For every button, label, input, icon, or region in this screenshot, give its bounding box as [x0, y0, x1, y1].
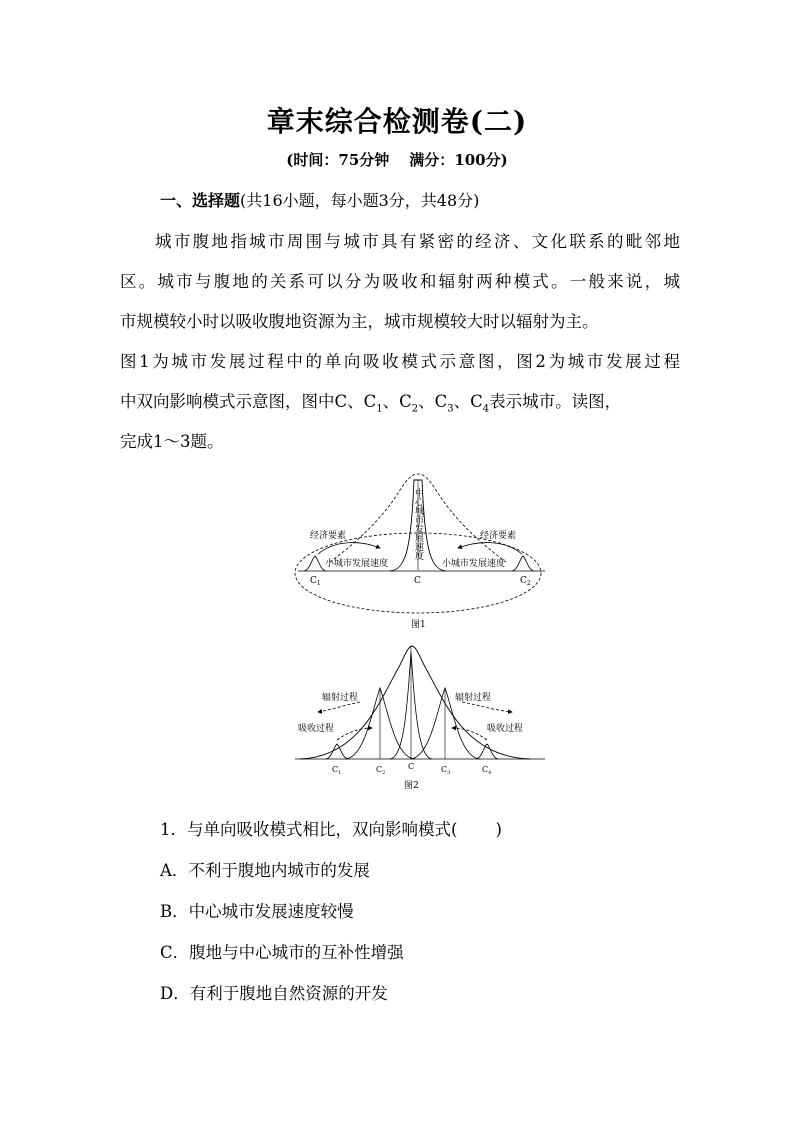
option-a[interactable]: A．不利于腹地内城市的发展 — [160, 861, 370, 880]
radiation-label-right: 辐射过程 — [455, 693, 492, 703]
city-label-c1: $C_1$ — [310, 576, 321, 587]
subscript: 1 — [376, 403, 383, 415]
exam-time: (时间：75分钟 — [286, 151, 390, 169]
page-title: 章末综合检测卷(二) — [266, 105, 528, 138]
subscript: 2 — [411, 403, 419, 415]
section-heading — [160, 188, 479, 211]
flow-arrow-right — [458, 543, 522, 554]
small-peak-right — [512, 556, 534, 571]
question-stem-text: 1．与单向吸收模式相比，双向影响模式( — [160, 820, 458, 839]
passage-line-3: 市规模较小时以吸收腹地资源为主，城市规模较大时以辐射为主。 — [120, 312, 599, 331]
city-label-c2: $C_2$ — [520, 576, 531, 587]
subscript: 3 — [447, 403, 454, 415]
radiation-arrow-right — [462, 702, 512, 712]
figure-1 — [290, 470, 555, 635]
figure-2 — [290, 640, 555, 800]
exam-info — [0, 149, 794, 170]
figure-1-caption: 图1 — [411, 620, 426, 630]
subscript: 4 — [482, 403, 490, 415]
radiation-label-left: 辐射过程 — [322, 693, 359, 703]
economic-factor-right: 经济要素 — [480, 531, 517, 541]
exam-score: 满分：100分) — [409, 151, 508, 169]
city-label-c: C — [408, 762, 415, 771]
passage-line-5 — [120, 382, 680, 422]
absorption-arrow-left — [337, 728, 372, 740]
passage-line-5-part: 、C — [453, 392, 483, 411]
city-label-c2: $C_2$ — [376, 765, 386, 776]
passage-line-4: 图1为城市发展过程中的单向吸收模式示意图，图2为城市发展过程 — [120, 352, 680, 371]
absorption-label-left: 吸收过程 — [298, 724, 335, 734]
question-1-stem — [160, 816, 502, 840]
small-city-speed-left: 小城市发展速度 — [325, 559, 389, 569]
passage — [120, 222, 680, 462]
passage-line-5-part: 、C — [382, 392, 412, 411]
passage-line-2: 区。城市与腹地的关系可以分为吸收和辐射两种模式。一般来说，城 — [120, 272, 680, 291]
peak-c1 — [326, 744, 348, 759]
section-label: 一、选择题 — [160, 191, 241, 210]
passage-line-5-part: 表示城市。读图， — [489, 392, 622, 411]
center-city-speed-label: 中心城市发展速度 — [413, 488, 423, 560]
economic-factor-left: 经济要素 — [310, 531, 347, 541]
passage-line-1: 城市腹地指城市周围与城市具有紧密的经济、文化联系的毗邻地 — [155, 232, 680, 251]
city-label-c3: $C_3$ — [441, 765, 451, 776]
section-detail: (共16小题，每小题3分，共48分) — [240, 191, 480, 210]
small-city-speed-right: 小城市发展速度 — [442, 559, 506, 569]
city-label-c4: $C_4$ — [482, 765, 492, 776]
city-label-c1: $C_1$ — [332, 765, 342, 776]
small-peak-left — [304, 556, 326, 571]
option-d[interactable]: D．有利于腹地自然资源的开发 — [160, 984, 388, 1003]
city-label-c: C — [414, 576, 421, 586]
passage-line-5-part: 中双向影响模式示意图，图中C、C — [120, 392, 377, 411]
absorption-label-right: 吸收过程 — [487, 724, 524, 734]
passage-line-6: 完成1～3题。 — [120, 432, 224, 451]
question-stem-close: ) — [495, 820, 502, 839]
flow-arrow-left — [318, 543, 380, 554]
figure-2-caption: 图2 — [404, 781, 419, 791]
passage-line-5-part: 、C — [418, 392, 448, 411]
option-b[interactable]: B．中心城市发展速度较慢 — [160, 902, 354, 921]
radiation-arrow-left — [318, 702, 360, 712]
option-c[interactable]: C．腹地与中心城市的互补性增强 — [160, 943, 404, 962]
